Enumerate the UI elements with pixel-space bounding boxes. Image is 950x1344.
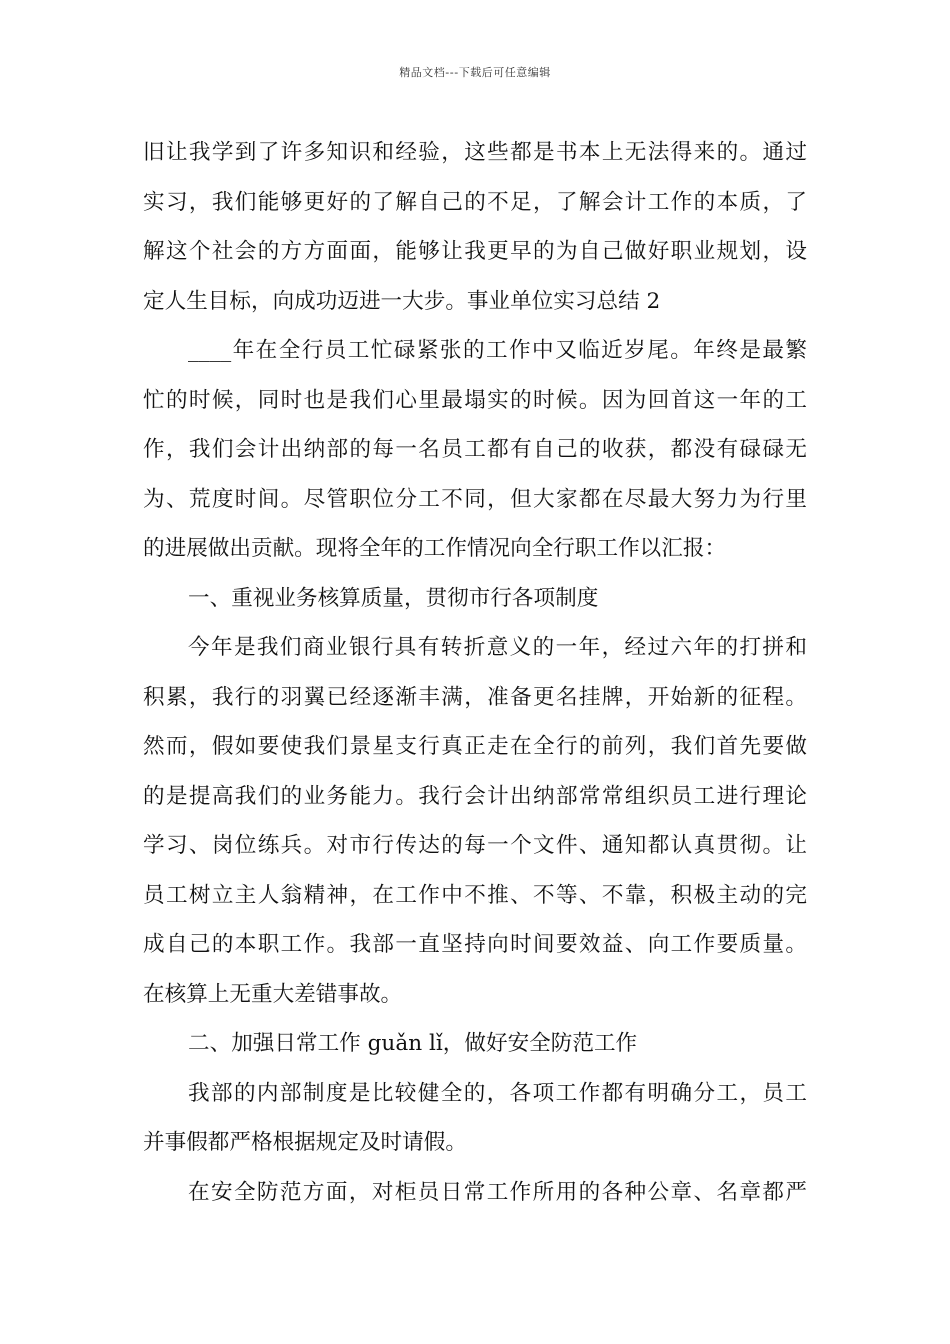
text-line: 的是提高我们的业务能力。我行会计出纳部常常组织员工进行理论 bbox=[143, 783, 807, 809]
text-line: 的进展做出贡献。现将全年的工作情况向全行职工作以汇报： bbox=[143, 536, 727, 561]
text-line: 实习，我们能够更好的了解自己的不足，了解会计工作的本质，了 bbox=[143, 189, 807, 215]
section-heading: 一、重视业务核算质量，贯彻市行各项制度 bbox=[188, 585, 599, 611]
text-line: 积累，我行的羽翼已经逐渐丰满，准备更名挂牌，开始新的征程。 bbox=[143, 684, 807, 710]
text-line: ____年在全行员工忙碌紧张的工作中又临近岁尾。年终是最繁 bbox=[188, 338, 807, 363]
text-line: 为、荒度时间。尽管职位分工不同，但大家都在尽最大努力为行里 bbox=[143, 486, 807, 512]
text-line: 学习、岗位练兵。对市行传达的每一个文件、通知都认真贯彻。让 bbox=[143, 833, 807, 858]
text-line: 在安全防范方面，对柜员日常工作所用的各种公章、名章都严 bbox=[188, 1179, 807, 1205]
text-line: 忙的时候，同时也是我们心里最塌实的时候。因为回首这一年的工 bbox=[143, 387, 807, 413]
text-line: 在核算上无重大差错事故。 bbox=[143, 981, 403, 1007]
text-line: 今年是我们商业银行具有转折意义的一年，经过六年的打拼和 bbox=[188, 635, 807, 660]
text-line: 解这个社会的方方面面，能够让我更早的为自己做好职业规划，设 bbox=[143, 239, 807, 264]
text-line: 旧让我学到了许多知识和经验，这些都是书本上无法得来的。通过 bbox=[143, 140, 807, 165]
text-line: 我部的内部制度是比较健全的，各项工作都有明确分工，员工 bbox=[188, 1080, 807, 1106]
text-line: 作，我们会计出纳部的每一名员工都有自己的收获，都没有碌碌无 bbox=[143, 437, 807, 462]
text-line: 然而，假如要使我们景星支行真正走在全行的前列，我们首先要做 bbox=[143, 734, 807, 759]
text-line: 定人生目标，向成功迈进一大步。事业单位实习总结 2 bbox=[143, 288, 661, 314]
text-line: 员工树立主人翁精神，在工作中不推、不等、不靠，积极主动的完 bbox=[143, 882, 807, 908]
section-heading: 二、加强日常工作 guǎn lǐ，做好安全防范工作 bbox=[188, 1031, 638, 1056]
document-body bbox=[143, 128, 807, 1217]
text-line: 成自己的本职工作。我部一直坚持向时间要效益、向工作要质量。 bbox=[143, 932, 807, 957]
text-line: 并事假都严格根据规定及时请假。 bbox=[143, 1130, 467, 1155]
page-header: 精品文档---下载后可任意编辑 bbox=[399, 66, 551, 79]
